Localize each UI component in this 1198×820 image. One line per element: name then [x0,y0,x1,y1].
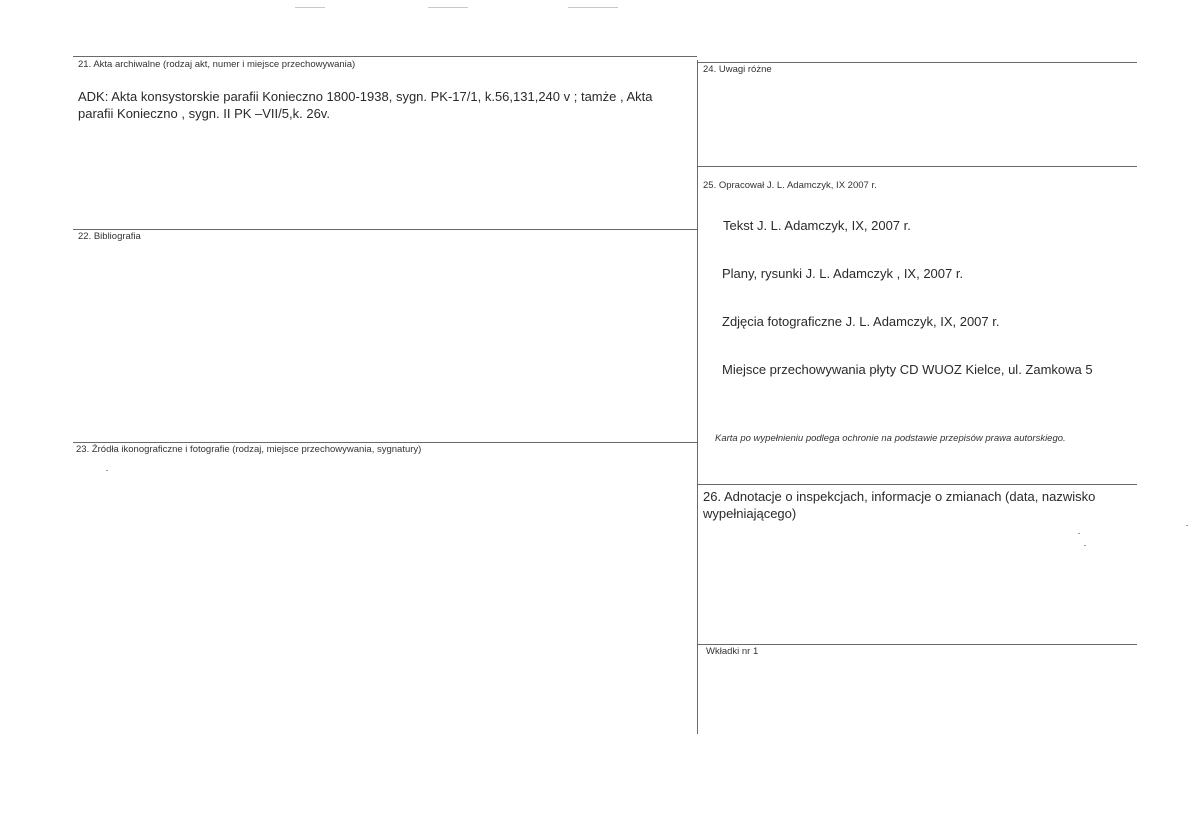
section-21-content: ADK: Akta konsystorskie parafii Konieczno 1800-1938, sygn. PK-17/1, k.56,131,240 v ; tamże , Akta parafii Konieczno , sygn. II PK –VII/5,k. 26v. [78,89,653,121]
scan-speck [1084,545,1086,546]
scan-speck [1078,533,1080,534]
section-25-drawings-author: Plany, rysunki J. L. Adamczyk , IX, 2007 r. [722,266,964,281]
section-22-label: 22. Bibliografia [78,231,141,242]
section-26-top-rule [697,484,1137,485]
section-25-text-author: Tekst J. L. Adamczyk, IX, 2007 r. [723,218,911,233]
section-25-top-rule [697,166,1137,167]
scan-mark [428,7,468,8]
inserts-top-rule [697,644,1137,645]
section-21-label: 21. Akta archiwalne (rodzaj akt, numer i miejsce przechowywania) [78,59,356,70]
section-24-label: 24. Uwagi różne [703,64,772,75]
section-26-label: 26. Adnotacje o inspekcjach, informacje o zmianach (data, nazwisko wypełniającego) [703,489,1096,521]
section-25-cd-storage: Miejsce przechowywania płyty CD WUOZ Kielce, ul. Zamkowa 5 [722,362,1093,377]
copyright-note: Karta po wypełnieniu podlega ochronie na podstawie przepisów prawa autorskiego. [715,433,1066,444]
section-21-top-rule [73,56,697,57]
scan-mark [295,7,325,8]
section-25-label: 25. Opracował J. L. Adamczyk, IX 2007 r. [703,180,877,191]
section-23-label: 23. Źródła ikonograficzne i fotografie (rodzaj, miejsce przechowywania, sygnatury) [76,444,422,455]
section-22-top-rule [73,229,697,230]
scan-mark [568,7,618,8]
section-25-photos-author: Zdjęcia fotograficzne J. L. Adamczyk, IX, 2007 r. [722,314,1000,329]
section-23-top-rule [73,442,697,443]
inserts-label: Wkładki nr 1 [706,646,759,657]
scan-speck [1186,525,1188,526]
scan-speck [106,470,108,471]
section-24-top-rule [697,62,1137,63]
column-divider [697,60,698,734]
